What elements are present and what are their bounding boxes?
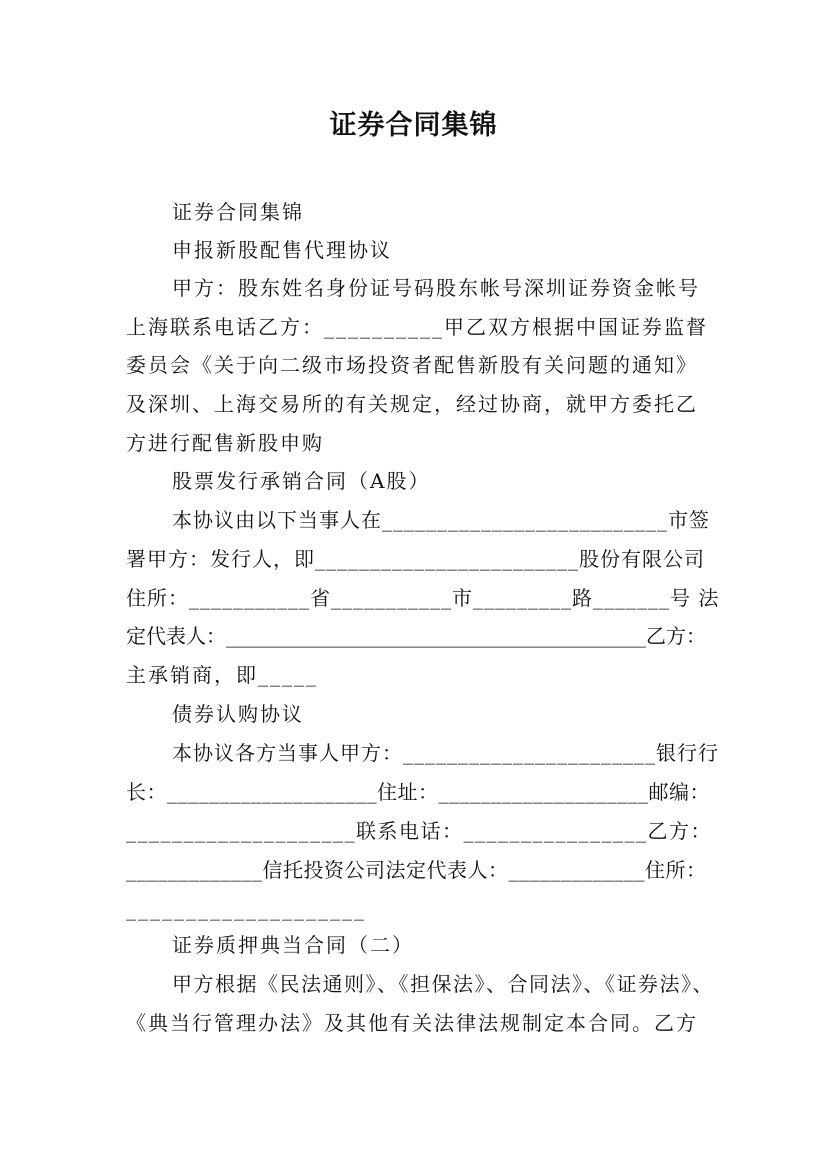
body-line: 及深圳、上海交易所的有关规定，经过协商，就甲方委托乙 <box>126 392 698 416</box>
body-line: 本协议由以下当事人在__________________________市签 <box>172 508 710 532</box>
body-line: 甲方：股东姓名身份证号码股东帐号深圳证券资金帐号 <box>172 276 700 300</box>
document-title: 证券合同集锦 <box>329 110 498 141</box>
body-line: 方进行配售新股申购 <box>126 431 324 455</box>
body-line: 本协议各方当事人甲方：_______________________银行行 <box>172 741 719 765</box>
paragraph-heading: 股票发行承销合同（A股） <box>172 469 431 493</box>
body-line: 住所：___________省___________市_________路_______号 法 <box>126 586 720 610</box>
paragraph-heading: 债券认购协议 <box>172 702 304 726</box>
body-line: _____________信托投资公司法定代表人：_____________住所： <box>126 858 707 882</box>
body-line: ____________________ <box>126 897 366 921</box>
body-line: 长：____________________住址：____________________邮编： <box>126 780 710 804</box>
body-line: 主承销商，即_____ <box>126 663 318 687</box>
body-line: 署甲方：发行人，即________________________股份有限公司 <box>126 547 705 571</box>
body-line: ____________________联系电话：________________乙方： <box>126 819 712 843</box>
body-line: 委员会《关于向二级市场投资者配售新股有关问题的通知》 <box>126 353 698 377</box>
body-line: 《典当行管理办法》及其他有关法律法规制定本合同。乙方 <box>126 1011 698 1035</box>
body-line: 甲方根据《民法通则》、《担保法》、合同法》、《证券法》、 <box>172 972 714 996</box>
body-line: 定代表人：__________________________________________乙方： <box>126 624 706 648</box>
body-line: 上海联系电话乙方：__________甲乙双方根据中国证券监督 <box>126 315 708 339</box>
paragraph-heading: 证券质押典当合同（二） <box>172 933 414 957</box>
paragraph-heading: 证券合同集锦 <box>172 200 304 224</box>
paragraph-heading: 申报新股配售代理协议 <box>172 238 392 262</box>
